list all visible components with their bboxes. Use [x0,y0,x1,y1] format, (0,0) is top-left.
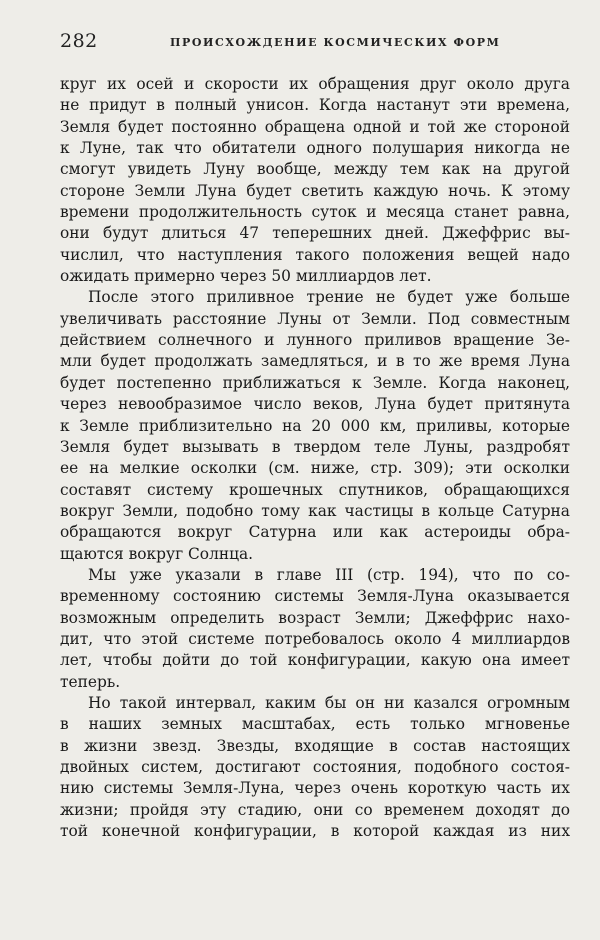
paragraph-first-line: После этого приливное трение не будет уже больше [88,288,570,307]
paragraph-first-line: Мы уже указали в главе III (стр. 194), что по со- [88,565,570,584]
text-line: в жизни звезд. Звезды, входящие в состав настоящих [60,736,570,755]
text-line: круг их осей и скорости их обращения друг около друга [60,75,570,93]
text-line: к Луне, так что обитатели одного полушария никогда не [60,139,570,158]
text-line: действием солнечного и лунного приливов вращение Зе- [60,331,570,350]
text-line: Земля будет постоянно обращена одной и той же стороной [60,117,570,136]
text-line: той конечной конфигурации, в которой каждая из них [60,822,570,841]
text-line: в наших земных масштабах, есть только мгновенье [60,715,570,734]
text-line: теперь. [60,672,121,691]
body-text [60,74,570,842]
text-line: двойных систем, достигают состояния, подобного состоя- [60,758,570,776]
text-line: времени продолжительность суток и месяца станет равна, [60,203,570,222]
text-line: жизни; пройдя эту стадию, они со временем доходят до [60,800,570,819]
text-line: нию системы Земля-Луна, через очень короткую часть их [60,779,570,798]
text-line: увеличивать расстояние Луны от Земли. Под совместным [60,309,570,328]
text-line: числил, что наступления такого положения вещей надо [60,245,570,264]
text-line: стороне Земли Луна будет светить каждую ночь. К этому [60,181,570,200]
text-line: составят систему крошечных спутников, обращающихся [60,480,570,499]
text-line: не придут в полный унисон. Когда настанут эти времена, [60,96,570,115]
text-line: мли будет продолжать замедляться, и в то же время Луна [60,352,570,371]
text-line: временному состоянию системы Земля-Луна оказывается [60,587,570,606]
text-line: возможным определить возраст Земли; Джеффрис нахо- [60,608,570,627]
text-line: лет, чтобы дойти до той конфигурации, какую она имеет [60,651,570,670]
text-line: щаются вокруг Солнца. [60,544,254,563]
text-line: смогут увидеть Луну вообще, между тем как на другой [60,160,570,179]
text-line: вокруг Земли, подобно тому как частицы в кольце Сатурна [60,501,570,520]
text-line: ожидать примерно через 50 миллиардов лет. [60,267,432,286]
text-line: ее на мелкие осколки (см. ниже, стр. 309); эти осколки [60,459,570,478]
text-line: дит, что этой системе потребовалось около 4 миллиардов [60,629,570,648]
page-number: 282 [60,30,98,52]
running-title: ПРОИСХОЖДЕНИЕ КОСМИЧЕСКИХ ФОРМ [170,36,501,49]
text-line: они будут длиться 47 теперешних дней. Джеффрис вы- [60,224,570,243]
text-line: через невообразимое число веков, Луна будет притянута [60,395,570,414]
page-header [60,30,572,54]
text-line: будет постепенно приближаться к Земле. Когда наконец, [60,373,570,392]
paragraph-first-line: Но такой интервал, каким бы он ни казался огромным [88,693,570,712]
text-line: обращаются вокруг Сатурна или как астероиды обра- [60,523,570,542]
text-line: к Земле приблизительно на 20 000 км, приливы, которые [60,416,570,435]
text-line: Земля будет вызывать в твердом теле Луны, раздробят [60,437,570,456]
